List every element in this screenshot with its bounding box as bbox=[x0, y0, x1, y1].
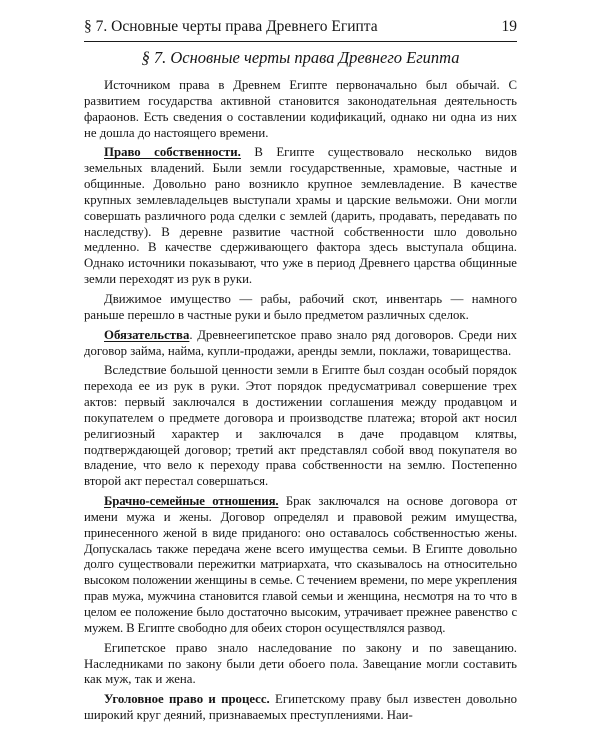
running-title: § 7. Основные черты права Древнего Египта bbox=[84, 18, 378, 35]
page-body bbox=[84, 78, 517, 728]
heading-property: Право собственности. bbox=[104, 145, 241, 160]
paragraph-property-text: В Египте существовало несколько видов земельных владений. Были земли государственные, храмовые, частные и общинные. Довольно рано возникло крупное землевладение. В качестве крупных землевладельцев выступали храмы и царские вельможи. Они могли совершать различного рода сделки с землей (дарить, продавать, передавать по наследству). В деревне развитие частной собственности шло довольно медленно. В качестве сдерживающего фактора здесь выступала община. Однако источники показывают, что уже в период Древнего царства общинные земли переходят из рук в руки. bbox=[84, 145, 518, 287]
paragraph-land-transfer: Вследствие большой ценности земли в Египте был создан особый порядок перехода ее из рук в руки. Этот порядок предусматривал совершение трех актов: первый заключался в достижении соглашения между продавцом и покупателем о предмете договора и производстве платежа; второй акт носил религиозный характер и заключался в даче продавцом клятвы, подтверждающей договор; третий акт представлял собой ввод покупателя во владение, что вело к переходу права собственности на землю. Постепенно второй акт перестал совершаться. bbox=[84, 363, 517, 489]
paragraph-obligations bbox=[84, 328, 517, 360]
paragraph-marriage bbox=[84, 494, 517, 637]
paragraph-criminal-law-text: Египетскому праву был известен довольно широкий круг деяний, признаваемых преступлениями. Наи- bbox=[84, 692, 517, 723]
section-title: § 7. Основные черты права Древнего Египта bbox=[141, 48, 460, 67]
paragraph-obligations-text: . Древнеегипетское право знало ряд договоров. Среди них договор займа, найма, купли-продажи, аренды земли, поклажи, товарищества. bbox=[84, 327, 517, 358]
paragraph-inheritance: Египетское право знало наследование по закону и по завещанию. Наследниками по закону были дети обоего пола. Завещание могли составить как муж, так и жена. bbox=[84, 640, 517, 687]
page-number: 19 bbox=[501, 18, 517, 35]
paragraph-sources: Источником права в Древнем Египте первоначально был обычай. С развитием государства активной становится законодательная деятельность фараонов. Есть сведения о составлении кодификаций, однако ни одна из них не дошла до настоящего времени. bbox=[84, 78, 517, 140]
heading-criminal-law: Уголовное право и процесс. bbox=[104, 692, 270, 707]
heading-marriage: Брачно-семейные отношения. bbox=[104, 494, 279, 509]
running-header bbox=[84, 17, 517, 42]
paragraph-movable-property: Движимое имущество — рабы, рабочий скот, инвентарь — намного раньше перешло в частные руки и было предметом различных сделок. bbox=[84, 291, 517, 322]
heading-obligations: Обязательства bbox=[104, 327, 190, 342]
paragraph-property bbox=[84, 145, 517, 288]
paragraph-criminal-law bbox=[84, 692, 517, 724]
paragraph-marriage-text: Брак заключался на основе договора от имени мужа и жены. Договор определял и правовой режим имущества, принесенного женой в виде приданого: оно оставалось собственностью жены. Допускалась также передача жене всего имущества семьи. В Египте довольно долго существовали пережитки матриархата, что сказывалось на относительно высоком положении женщины в семье. С течением времени, по мере укрепления прав мужа, мужчина становится главой семьи и женщина, несмотря на то что в целом ее положение было достаточно высоким, утрачивает прежнее равенство с мужем. В Египте свободно для обеих сторон осуществлялся развод. bbox=[84, 494, 518, 635]
